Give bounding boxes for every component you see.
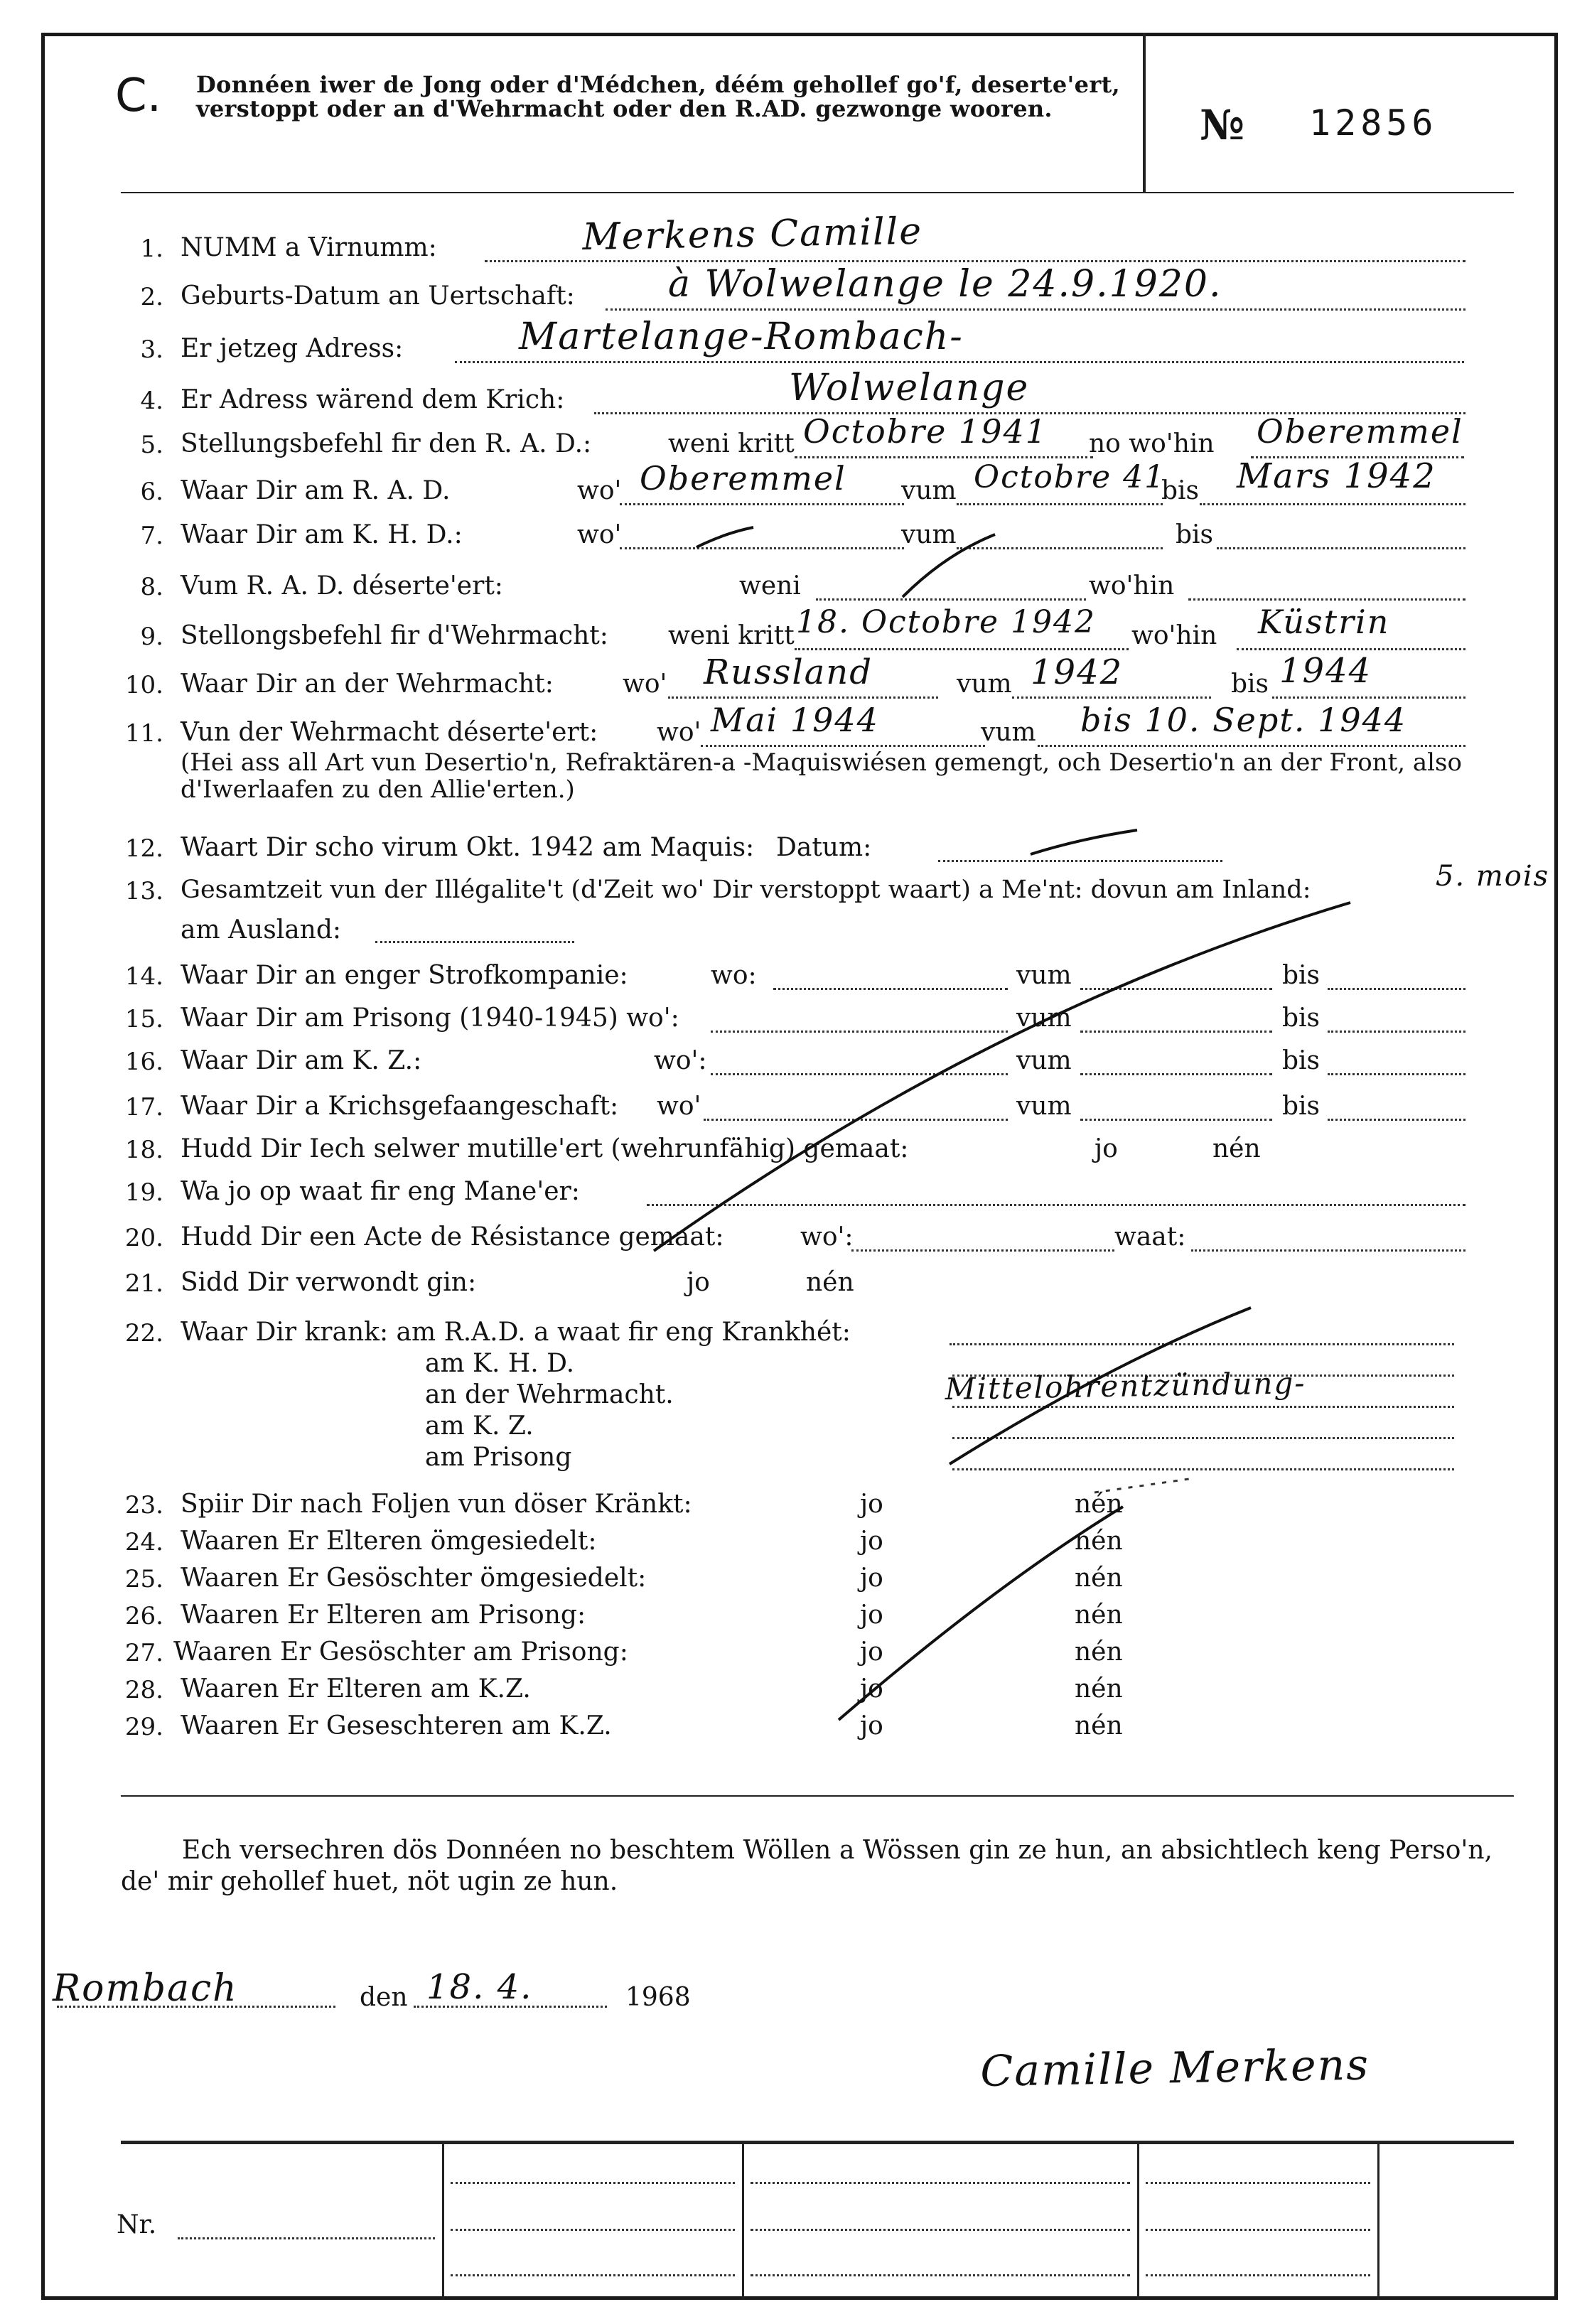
question-number: 14. bbox=[124, 962, 163, 991]
question-number: 28. bbox=[124, 1676, 163, 1704]
question-number: 22. bbox=[124, 1319, 163, 1347]
question-number: 15. bbox=[124, 1005, 163, 1033]
field-label-wohin: wo'hin bbox=[1131, 621, 1217, 650]
strike-q14-q20 bbox=[654, 903, 1350, 1251]
field-label-wo: wo': bbox=[654, 1046, 707, 1075]
question-label: Gesamtzeit vun der Illégalite't (d'Zeit wo' Dir verstoppt waart) a Me'nt: dovun am Inland: bbox=[181, 876, 1311, 904]
option-jo: jo bbox=[687, 1268, 710, 1297]
rad-place-answer: Oberemmel bbox=[640, 459, 846, 497]
desertion-place-answer: Mai 1944 bbox=[711, 701, 879, 739]
question-label: Wa jo op waat fir eng Mane'er: bbox=[181, 1177, 580, 1206]
faint-mark bbox=[1094, 1478, 1194, 1492]
question-label: Waar Dir am K. H. D.: bbox=[181, 520, 463, 549]
section-letter: C. bbox=[115, 70, 162, 122]
field-label-waat: waat: bbox=[1114, 1222, 1186, 1252]
question-number: 12. bbox=[124, 834, 163, 863]
question-label: Sidd Dir verwondt gin: bbox=[181, 1268, 477, 1297]
name-answer: Merkens Camille bbox=[581, 210, 923, 259]
wehrmacht-from-answer: 1942 bbox=[1031, 652, 1124, 692]
field-label-vum: vum bbox=[1016, 1046, 1072, 1075]
sub-label: am K. H. D. bbox=[425, 1349, 575, 1378]
option-nen: nén bbox=[1075, 1601, 1123, 1630]
question-number: 20. bbox=[124, 1224, 163, 1252]
question-number: 24. bbox=[124, 1528, 163, 1556]
field-label-wo: wo': bbox=[800, 1222, 854, 1252]
desertion-note: (Hei ass all Art vun Desertio'n, Refraktären-a -Maquiswiésen gemengt, och Desertio'n an der Front, also d'Iwerlaafen zu den Allie'erten.) bbox=[181, 748, 1462, 804]
option-jo: jo bbox=[860, 1637, 883, 1667]
field-label-vum: vum bbox=[1016, 1004, 1072, 1033]
option-jo: jo bbox=[860, 1527, 883, 1556]
field-label-bis: bis bbox=[1282, 1092, 1321, 1121]
wehrmacht-order-date-answer: 18. Octobre 1942 bbox=[796, 604, 1097, 640]
rad-from-answer: Octobre 41 bbox=[974, 459, 1166, 495]
question-label: Vun der Wehrmacht déserte'ert: bbox=[181, 718, 598, 747]
field-label-bis: bis bbox=[1282, 961, 1321, 990]
option-nen: nén bbox=[1212, 1134, 1261, 1163]
question-number: 27. bbox=[124, 1639, 163, 1667]
option-nen: nén bbox=[1075, 1637, 1123, 1667]
question-label: Waar Dir an der Wehrmacht: bbox=[181, 669, 554, 699]
year-label: 1968 bbox=[625, 1983, 691, 2012]
question-label: Waaren Er Geseschteren am K.Z. bbox=[181, 1711, 612, 1741]
option-jo: jo bbox=[860, 1601, 883, 1630]
question-number: 13. bbox=[124, 877, 163, 905]
question-number: 26. bbox=[124, 1602, 163, 1630]
option-jo: jo bbox=[1094, 1134, 1118, 1163]
wehrmacht-order-place-answer: Küstrin bbox=[1258, 603, 1390, 641]
question-number: 9. bbox=[140, 623, 163, 651]
option-nen: nén bbox=[1075, 1527, 1123, 1556]
question-label: Waaren Er Elteren ömgesiedelt: bbox=[181, 1527, 597, 1556]
question-label: Er jetzeg Adress: bbox=[181, 334, 404, 363]
question-number: 29. bbox=[124, 1713, 163, 1741]
question-number: 11. bbox=[124, 719, 163, 748]
field-label-wo: wo' bbox=[657, 1092, 701, 1121]
field-label-vum: vum bbox=[1016, 1092, 1072, 1121]
question-label: Geburts-Datum an Uertschaft: bbox=[181, 281, 575, 311]
signing-place: Rombach bbox=[53, 1967, 238, 2010]
field-label-wohin: wo'hin bbox=[1089, 571, 1175, 601]
field-label-vum: vum bbox=[901, 520, 957, 549]
question-number: 21. bbox=[124, 1269, 163, 1298]
war-address-answer: Wolwelange bbox=[789, 367, 1030, 409]
signature: Camille Merkens bbox=[979, 2040, 1370, 2097]
question-label: Waar Dir a Krichsgefaangeschaft: bbox=[181, 1092, 619, 1121]
strike-q23-q29 bbox=[839, 1507, 1123, 1720]
field-label-wo: wo' bbox=[657, 718, 701, 747]
question-label: Waart Dir scho virum Okt. 1942 am Maquis: bbox=[181, 833, 755, 862]
question-number: 25. bbox=[124, 1565, 163, 1593]
option-nen: nén bbox=[1075, 1564, 1123, 1593]
option-jo: jo bbox=[860, 1674, 883, 1704]
field-label-wo: wo' bbox=[577, 520, 622, 549]
field-label-weni: weni bbox=[739, 571, 801, 601]
question-label: Waaren Er Elteren am K.Z. bbox=[181, 1674, 531, 1704]
field-label-bis: bis bbox=[1231, 669, 1269, 699]
question-label: Waaren Er Elteren am Prisong: bbox=[181, 1601, 586, 1630]
question-number: 23. bbox=[124, 1491, 163, 1519]
field-label-wo: wo' bbox=[623, 669, 667, 699]
strike-q12 bbox=[1031, 830, 1137, 854]
sub-label: am K. Z. bbox=[425, 1411, 534, 1441]
question-number: 19. bbox=[124, 1178, 163, 1207]
option-nen: nén bbox=[806, 1268, 854, 1297]
question-label: Waar Dir am R. A. D. bbox=[181, 476, 451, 505]
question-label: Spiir Dir nach Foljen vun döser Kränkt: bbox=[181, 1490, 692, 1519]
rad-to-answer: Mars 1942 bbox=[1237, 456, 1436, 496]
option-jo: jo bbox=[860, 1711, 883, 1741]
question-label: Waar Dir an enger Strofkompanie: bbox=[181, 961, 628, 990]
field-label-bis: bis bbox=[1161, 476, 1200, 505]
field-label-bis: bis bbox=[1282, 1046, 1321, 1075]
field-label-wohin: no wo'hin bbox=[1089, 429, 1215, 458]
number-label: № bbox=[1200, 101, 1245, 149]
wehrmacht-place-answer: Russland bbox=[704, 652, 873, 692]
field-label-ausland: am Ausland: bbox=[181, 915, 342, 945]
question-number: 3. bbox=[140, 335, 163, 364]
question-label: Hudd Dir Iech selwer mutille'ert (wehrunfähig) gemaat: bbox=[181, 1134, 909, 1163]
question-label: Vum R. A. D. déserte'ert: bbox=[181, 571, 503, 601]
illness-answer: Mittelohrentzündung- bbox=[945, 1365, 1306, 1406]
option-nen: nén bbox=[1075, 1711, 1123, 1741]
question-number: 2. bbox=[140, 283, 163, 311]
sub-label: am Prisong bbox=[425, 1443, 572, 1472]
field-label-datum: Datum: bbox=[776, 833, 872, 862]
field-label-wo: wo' bbox=[577, 476, 622, 505]
option-nen: nén bbox=[1075, 1674, 1123, 1704]
question-label: Stellungsbefehl fir den R. A. D.: bbox=[181, 429, 592, 458]
question-number: 5. bbox=[140, 431, 163, 459]
question-number: 16. bbox=[124, 1048, 163, 1076]
question-number: 8. bbox=[140, 573, 163, 601]
question-label: Waar Dir am Prisong (1940-1945) wo': bbox=[181, 1004, 679, 1033]
strike-q7 bbox=[696, 527, 753, 547]
question-label: Waar Dir krank: am R.A.D. a waat fir eng Krankhét: bbox=[181, 1318, 851, 1347]
nr-label: Nr. bbox=[117, 2210, 157, 2239]
field-label-wo: wo: bbox=[711, 961, 757, 990]
option-jo: jo bbox=[860, 1564, 883, 1593]
field-label-vum: vum bbox=[1016, 961, 1072, 990]
declaration-text: Ech versechren dös Donnéen no beschtem Wöllen a Wössen gin ze hun, an absichtlech keng Perso'n, de' mir gehollef huet, nöt ugin ze hun. bbox=[121, 1836, 1492, 1896]
question-label: Hudd Dir een Acte de Résistance gemaat: bbox=[181, 1222, 724, 1252]
den-label: den bbox=[360, 1983, 408, 2012]
question-label: Waaren Er Gesöschter am Prisong: bbox=[173, 1637, 628, 1667]
birth-answer: à Wolwelange le 24.9.1920. bbox=[668, 263, 1222, 306]
field-label-weni: weni kritt bbox=[668, 621, 795, 650]
question-number: 6. bbox=[140, 478, 163, 506]
field-label-vum: vum bbox=[981, 718, 1036, 747]
question-number: 4. bbox=[140, 387, 163, 415]
question-number: 7. bbox=[140, 522, 163, 550]
option-jo: jo bbox=[860, 1490, 883, 1519]
question-number: 17. bbox=[124, 1093, 163, 1121]
field-label-vum: vum bbox=[901, 476, 957, 505]
address-answer: Martelange-Rombach- bbox=[519, 316, 964, 358]
strike-q8 bbox=[903, 534, 995, 597]
form-title: Donnéen iwer de Jong oder d'Médchen, déém gehollef go'f, deserte'ert, verstoppt oder an d'Wehrmacht oder den R.AD. gezwonge wooren. bbox=[196, 71, 1120, 122]
field-label-vum: vum bbox=[957, 669, 1012, 699]
field-label-weni: weni kritt bbox=[668, 429, 795, 458]
question-number: 10. bbox=[124, 671, 163, 699]
field-label-bis: bis bbox=[1282, 1004, 1321, 1033]
rad-order-place-answer: Oberemmel bbox=[1257, 412, 1463, 451]
rad-order-date-answer: Octobre 1941 bbox=[803, 412, 1048, 451]
question-label: Er Adress wärend dem Krich: bbox=[181, 385, 565, 414]
question-number: 1. bbox=[140, 235, 163, 263]
strike-q22 bbox=[950, 1308, 1251, 1464]
question-label: Waaren Er Gesöschter ömgesiedelt: bbox=[181, 1564, 647, 1593]
question-label: Waar Dir am K. Z.: bbox=[181, 1046, 422, 1075]
form-number: 12856 bbox=[1309, 102, 1438, 144]
wehrmacht-to-answer: 1944 bbox=[1279, 651, 1372, 691]
desertion-date-answer: bis 10. Sept. 1944 bbox=[1080, 701, 1407, 739]
question-number: 18. bbox=[124, 1136, 163, 1164]
sub-label: an der Wehrmacht. bbox=[425, 1380, 674, 1409]
field-label-bis: bis bbox=[1176, 520, 1214, 549]
signing-date: 18. 4. bbox=[426, 1967, 533, 2007]
question-label: NUMM a Virnumm: bbox=[181, 233, 437, 262]
question-label: Stellongsbefehl fir d'Wehrmacht: bbox=[181, 621, 608, 650]
inland-duration-answer: 5. mois bbox=[1436, 860, 1550, 893]
option-nen: nén bbox=[1075, 1490, 1123, 1519]
